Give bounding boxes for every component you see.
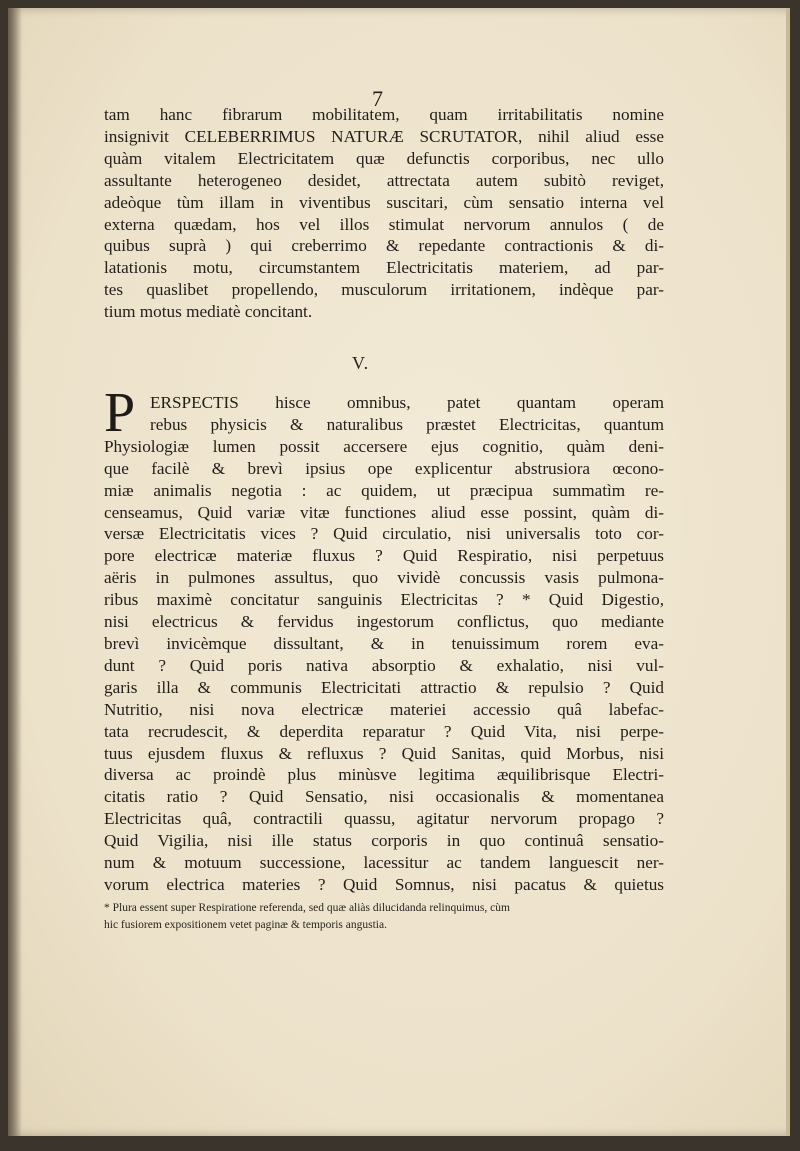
- page-gutter-shadow: [8, 8, 22, 1136]
- text-line: externa quædam, hos vel illos stimulat nervorum annulos ( de: [104, 214, 664, 234]
- text-line: Electricitas quâ, contractili quassu, agitatur nervorum propago ?: [104, 809, 664, 829]
- text-line: garis illa & communis Electricitati attractio & repulsio ? Quid: [104, 677, 664, 697]
- text-line: citatis ratio ? Quid Sensatio, nisi occasionalis & momentanea: [104, 787, 664, 807]
- text-line: ERSPECTIS hisce omnibus, patet quantam operam: [150, 393, 664, 412]
- text-line: num & motuum successione, lacessitur ac tandem languescit ner-: [104, 853, 664, 873]
- footnote-line: * Plura essent super Respiratione referenda, sed quæ aliàs dilucidanda relinquimus, cùm: [104, 902, 510, 914]
- text-line: aëris in pulmones assultus, quo vividè concussis vasis pulmona-: [104, 568, 664, 588]
- text-line: quàm vitalem Electricitatem quæ defunctis corporibus, nec ullo: [104, 148, 664, 168]
- text-line: dunt ? Quid poris nativa absorptio & exhalatio, nisi vul-: [104, 655, 664, 675]
- text-line: Quid Vigilia, nisi ille status corporis in quo continuâ sensatio-: [104, 831, 664, 851]
- footnote-line: hic fusiorem expositionem vetet paginæ & temporis angustia.: [104, 919, 387, 931]
- paragraph-main: [104, 392, 664, 896]
- page-number: 7: [372, 86, 383, 111]
- page-edge: [786, 8, 790, 1136]
- section-heading: V.: [352, 353, 370, 373]
- text-line: miæ animalis negotia : ac quidem, ut præcipua summatìm re-: [104, 480, 664, 500]
- text-line: tata recrudescit, & deperdita reparatur ? Quid Vita, nisi perpe-: [104, 721, 664, 741]
- text-line: insignivit CELEBERRIMUS NATURÆ SCRUTATOR, nihil aliud esse: [104, 126, 664, 146]
- text-line: diversa ac proindè plus minùsve legitima æquilibrisque Electri-: [104, 765, 664, 785]
- text-line: tes quaslibet propellendo, musculorum irritationem, indèque par-: [104, 280, 664, 300]
- text-line: censeamus, Quid variæ vitæ functiones aliud esse possint, quàm di-: [104, 502, 664, 522]
- drop-cap: P: [104, 382, 136, 444]
- text-line: quibus suprà ) qui creberrimo & repedante contractionis & di-: [104, 236, 664, 256]
- text-line: versæ Electricitatis vices ? Quid circulatio, nisi universalis toto cor-: [104, 524, 664, 544]
- text-line: vorum electrica materies ? Quid Somnus, nisi pacatus & quietus: [104, 874, 664, 894]
- text-line: nisi electricus & fervidus ingestorum conflictus, quo mediante: [104, 612, 664, 632]
- text-line: pore electricæ materiæ fluxus ? Quid Respiratio, nisi perpetuus: [104, 546, 664, 566]
- text-line: tam hanc fibrarum mobilitatem, quam irritabilitatis nomine: [104, 105, 664, 124]
- text-line: assultante heterogeneo desidet, attrectata autem subitò reviget,: [104, 170, 664, 190]
- text-line: Nutritio, nisi nova electricæ materiei accessio quâ labefac-: [104, 699, 664, 719]
- text-line: latationis motu, circumstantem Electricitatis materiem, ad par-: [104, 258, 664, 278]
- text-line: ribus maximè concitatur sanguinis Electricitas ? * Quid Digestio,: [104, 590, 664, 610]
- text-line: que facilè & brevì ipsius ope explicentur abstrusiora œcono-: [104, 458, 664, 478]
- text-line: rebus physicis & naturalibus præstet Electricitas, quantum: [150, 414, 664, 434]
- text-line: Physiologiæ lumen possit accersere ejus cognitio, quàm deni-: [104, 436, 664, 456]
- text-line: adeòque tùm illam in viventibus suscitari, cùm sensatio interna vel: [104, 192, 664, 212]
- paragraph-continuation: [104, 104, 664, 323]
- text-line: brevì invicèmque dissultant, & in tenuissimum rorem eva-: [104, 633, 664, 653]
- text-line: tuus ejusdem fluxus & refluxus ? Quid Sanitas, quid Morbus, nisi: [104, 743, 664, 763]
- footnote: [104, 900, 664, 934]
- text-line: tium motus mediatè concitant.: [104, 302, 313, 322]
